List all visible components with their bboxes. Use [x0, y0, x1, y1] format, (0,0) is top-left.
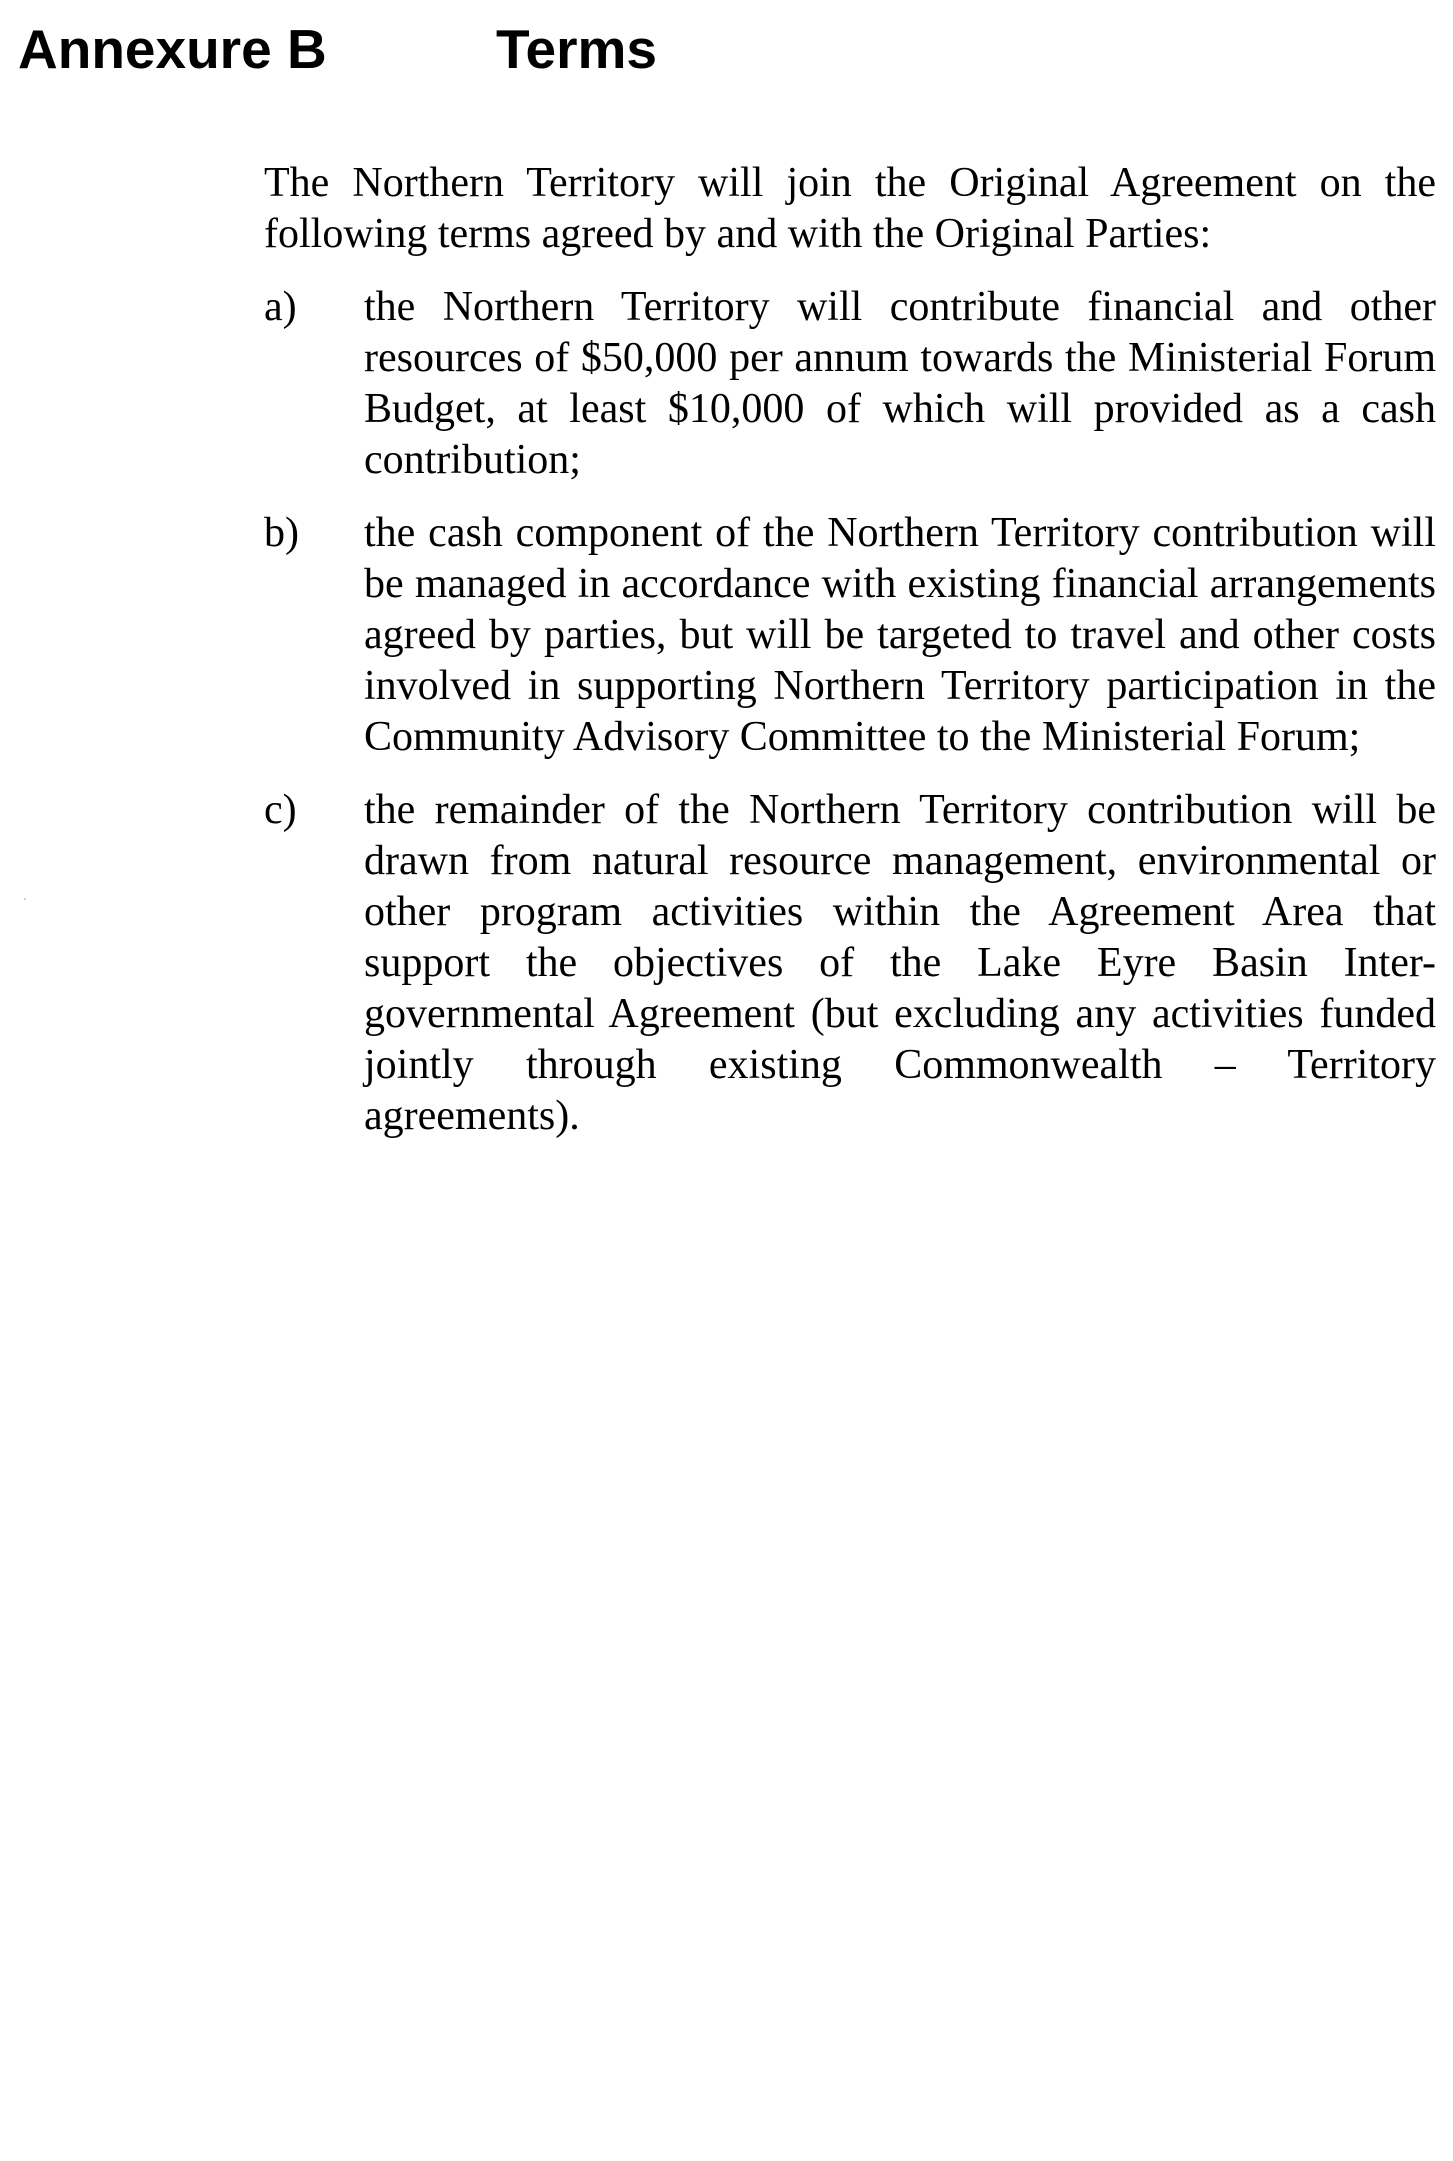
annexure-title: Terms: [496, 18, 657, 80]
terms-body: [264, 158, 1436, 1164]
term-text: the cash component of the Northern Territory contribution will be managed in accordance with existing financial arrangements agreed by parties, but will be targeted to travel and other costs involved in supporting Northern Territory participation in the Community Advisory Committee to the Ministerial Forum;: [364, 510, 1436, 760]
intro-paragraph: The Northern Territory will join the Original Agreement on the following terms agreed by and with the Original Parties:: [264, 160, 1436, 257]
scan-speck: [24, 898, 26, 900]
term-item-c: [264, 785, 1436, 1142]
term-item-a: [264, 282, 1436, 486]
term-marker: a): [264, 284, 297, 330]
annexure-header: [18, 14, 1418, 84]
term-text: the Northern Territory will contribute financial and other resources of $50,000 per annum towards the Ministerial Forum Budget, at least $10,000 of which will provided as a cash contribution;: [364, 284, 1436, 483]
term-marker: b): [264, 510, 299, 556]
annexure-label: Annexure B: [18, 18, 327, 80]
term-marker: c): [264, 787, 297, 833]
term-text: the remainder of the Northern Territory contribution will be drawn from natural resource management, environmental or other program activities within the Agreement Area that support the objectives of the Lake Eyre Basin Inter-governmental Agreement (but excluding any activities funded jointly through existing Commonwealth – Territory agreements).: [364, 787, 1436, 1139]
term-item-b: [264, 508, 1436, 763]
